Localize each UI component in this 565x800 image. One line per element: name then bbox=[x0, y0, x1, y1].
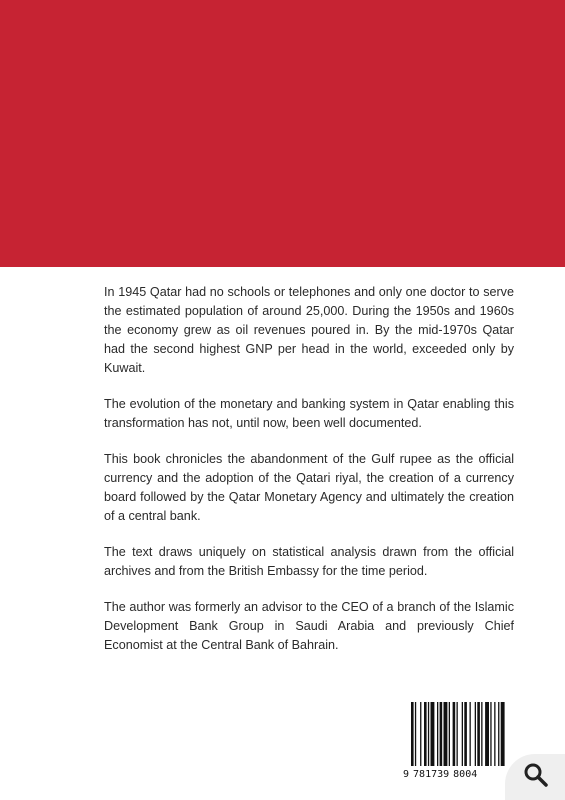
barcode-bar bbox=[494, 702, 495, 766]
cover-red-band bbox=[0, 0, 565, 267]
barcode-bar bbox=[490, 702, 491, 766]
barcode-digit-group-3: 8004 bbox=[453, 769, 478, 780]
barcode-bar bbox=[424, 702, 427, 766]
blurb-paragraph-4: The text draws uniquely on statistical analysis drawn from the official archives and from the British Embassy for the time period. bbox=[104, 545, 514, 578]
back-cover-text bbox=[104, 283, 514, 672]
barcode-bar bbox=[437, 702, 438, 766]
barcode-bars bbox=[411, 702, 537, 766]
barcode-bar bbox=[475, 702, 476, 766]
barcode-bar bbox=[449, 702, 450, 766]
barcode-bar bbox=[481, 702, 482, 766]
barcode-bar bbox=[501, 702, 505, 766]
barcode-bar bbox=[453, 702, 456, 766]
barcode-bar bbox=[444, 702, 448, 766]
barcode-bar bbox=[470, 702, 471, 766]
magnifier-icon bbox=[523, 762, 549, 788]
blurb-paragraph-1: In 1945 Qatar had no schools or telephones and only one doctor to serve the estimated population of around 25,000. During the 1950s and 1960s the economy grew as oil revenues poured in. By the mid-1970s Qatar had the second highest GNP per head in the world, exceeded only by Kuwait. bbox=[104, 285, 514, 375]
barcode-bar bbox=[420, 702, 421, 766]
barcode-bar bbox=[462, 702, 463, 766]
barcode-digit-group-1: 9 bbox=[403, 769, 410, 780]
barcode-bar bbox=[431, 702, 435, 766]
barcode-bar bbox=[464, 702, 467, 766]
barcode-bar bbox=[498, 702, 499, 766]
barcode-bar bbox=[485, 702, 489, 766]
blurb-paragraph-2: The evolution of the monetary and banking system in Qatar enabling this transformation has not, until now, been well documented. bbox=[104, 397, 514, 430]
barcode-digit-group-2: 781739 bbox=[413, 769, 450, 780]
barcode-bar bbox=[411, 702, 414, 766]
barcode-bar bbox=[428, 702, 429, 766]
blurb-paragraph-3: This book chronicles the abandonment of the Gulf rupee as the official currency and the adoption of the Qatari riyal, the creation of a currency board followed by the Qatar Monetary Agency and ultimately the creation of a central bank. bbox=[104, 452, 514, 523]
barcode-bar bbox=[477, 702, 480, 766]
barcode-bar bbox=[457, 702, 458, 766]
blurb-paragraph-5: The author was formerly an advisor to the CEO of a branch of the Islamic Development Bank Group in Saudi Arabia and previously Chief Economist at the Central Bank of Bahrain. bbox=[104, 600, 514, 652]
barcode-bar bbox=[440, 702, 443, 766]
zoom-button[interactable] bbox=[505, 754, 565, 800]
barcode-bar bbox=[415, 702, 416, 766]
